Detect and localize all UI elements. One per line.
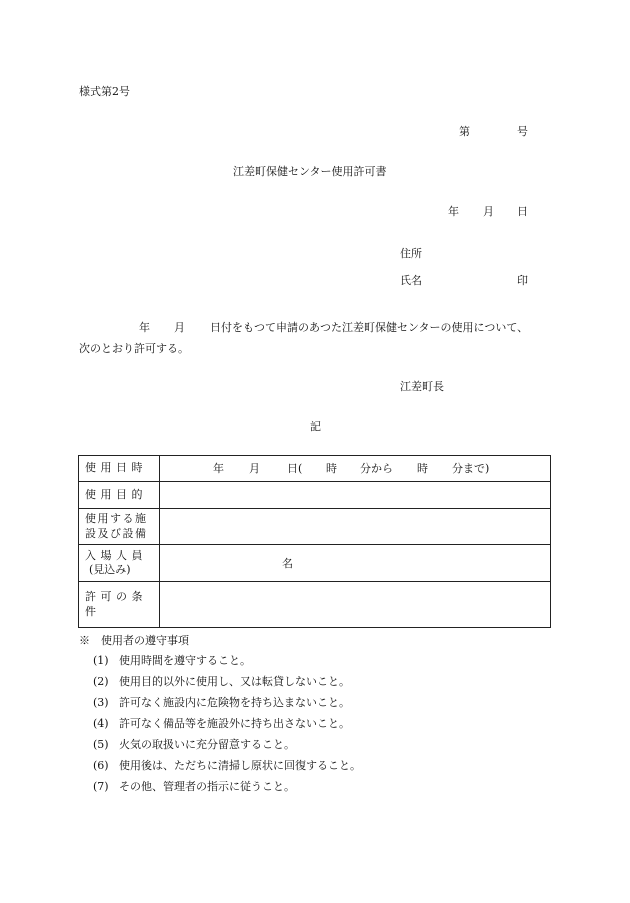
body-nen: 年	[139, 321, 150, 334]
doc-number-go: 号	[517, 125, 528, 138]
list-item: (3) 許可なく施設内に危険物を持ち込まないこと。	[93, 696, 350, 709]
date-tsuki: 月	[483, 205, 494, 218]
date-nen: 年	[448, 205, 459, 218]
address-label: 住所	[400, 247, 422, 260]
doc-number-dai: 第	[459, 125, 470, 138]
facility-field[interactable]	[160, 509, 551, 545]
list-item: (4) 許可なく備品等を施設外に持ち出さないこと。	[93, 717, 350, 730]
ki-heading: 記	[310, 420, 321, 433]
list-item: (2) 使用目的以外に使用し、又は転貸しないこと。	[93, 675, 350, 688]
list-item: (1) 使用時間を遵守すること。	[93, 654, 251, 667]
attendees-field[interactable]	[160, 545, 551, 582]
conditions-label: 許可の条件	[79, 582, 160, 628]
body-tsuki: 月	[174, 321, 185, 334]
issuer: 江差町長	[400, 380, 444, 393]
list-item: (5) 火気の取扱いに充分留意すること。	[93, 738, 295, 751]
date-hi: 日	[517, 205, 528, 218]
rules-list	[93, 655, 361, 802]
notes-heading: ※ 使用者の遵守事項	[79, 634, 189, 647]
table-row-purpose	[79, 482, 551, 509]
body-line1: 日付をもつて申請のあつた江差町保健センターの使用について、	[210, 321, 529, 334]
body-line2: 次のとおり許可する。	[79, 342, 189, 355]
table-row-facility	[79, 509, 551, 545]
purpose-label: 使用目的	[79, 482, 160, 509]
document-title: 江差町保健センター使用許可書	[233, 165, 387, 178]
dt-nen: 年	[213, 462, 224, 475]
form-number: 様式第2号	[79, 85, 130, 98]
seal-mark: 印	[517, 274, 528, 287]
attendees-unit: 名	[282, 557, 293, 570]
usage-datetime-label: 使用日時	[79, 456, 160, 482]
dt-fun-kara: 分から	[360, 462, 393, 475]
conditions-field[interactable]	[160, 582, 551, 628]
dt-hi: 日(	[287, 462, 303, 475]
permit-table	[78, 455, 551, 628]
attendees-label: 入場人員 (見込み)	[79, 545, 160, 582]
dt-fun-made: 分まで)	[452, 462, 490, 475]
dt-ji2: 時	[417, 462, 428, 475]
list-item: (7) その他、管理者の指示に従うこと。	[93, 780, 295, 793]
table-row-attendees	[79, 545, 551, 582]
name-label: 氏名	[400, 274, 422, 287]
facility-label: 使用する施 設及び設備	[79, 509, 160, 545]
table-row-usage-datetime	[79, 456, 551, 482]
list-item: (6) 使用後は、ただちに清掃し原状に回復すること。	[93, 759, 361, 772]
table-row-conditions	[79, 582, 551, 628]
usage-datetime-field[interactable]	[160, 456, 551, 482]
purpose-field[interactable]	[160, 482, 551, 509]
dt-tsuki: 月	[249, 462, 260, 475]
dt-ji1: 時	[326, 462, 337, 475]
